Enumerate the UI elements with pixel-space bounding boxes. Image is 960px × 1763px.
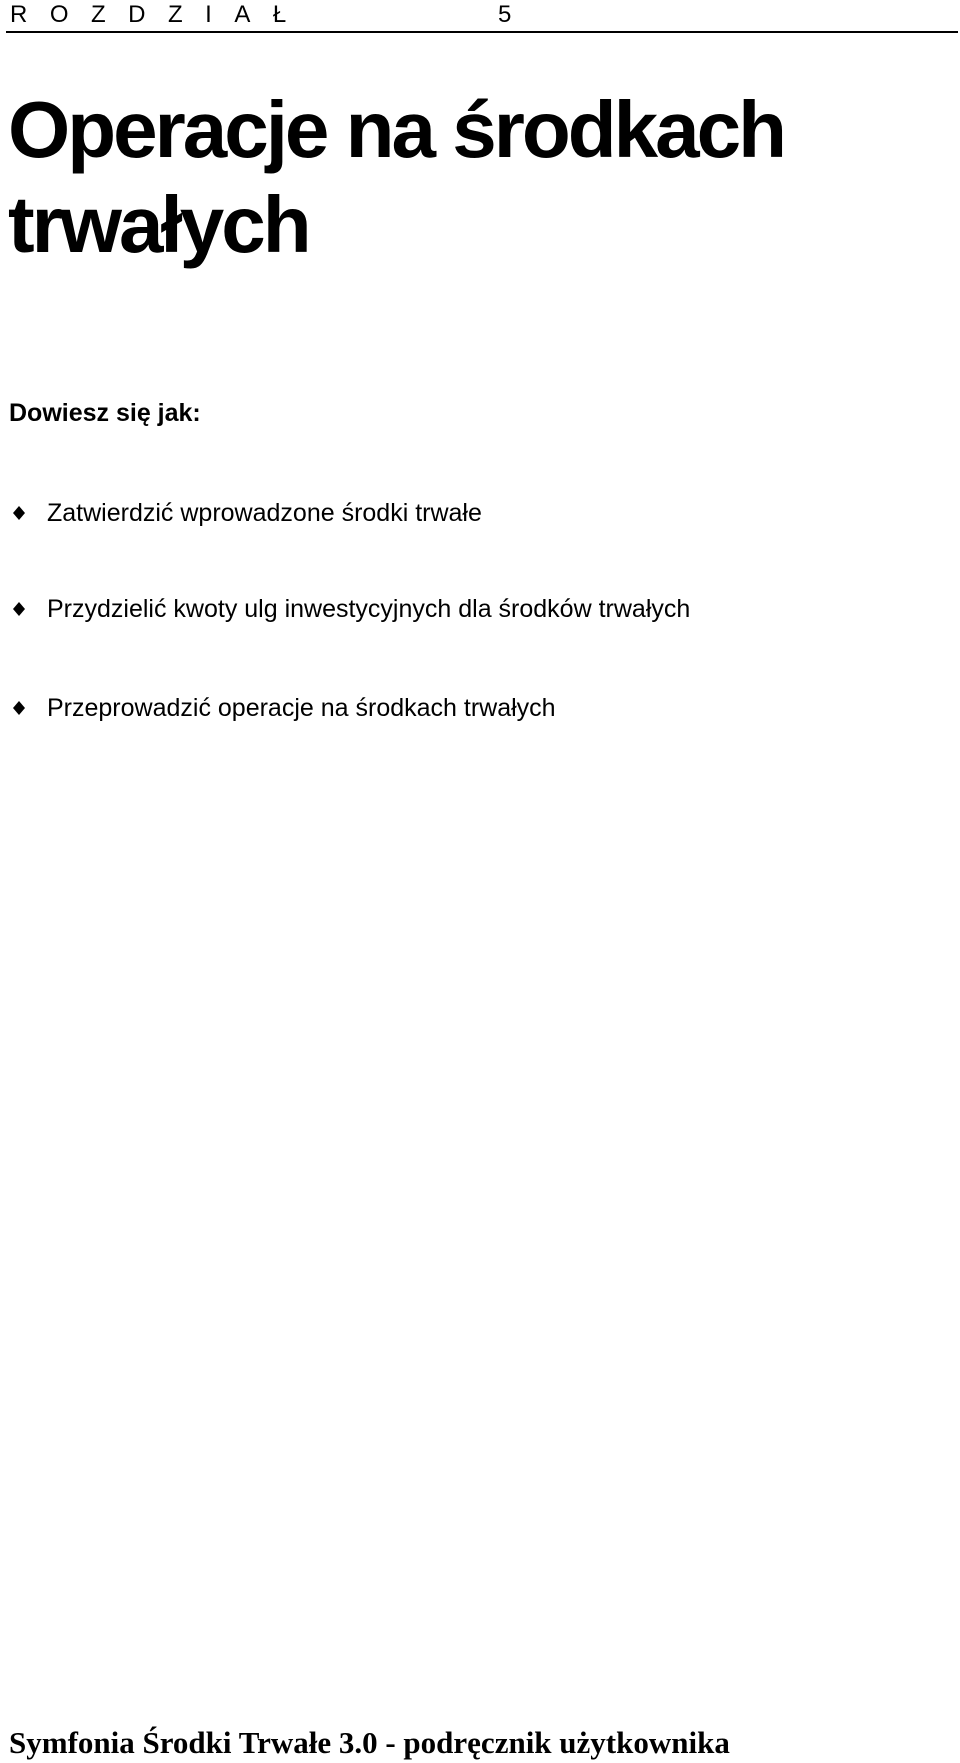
page-title-line-2: trwałych bbox=[8, 180, 309, 269]
list-item-text: Zatwierdzić wprowadzone środki trwałe bbox=[47, 499, 482, 527]
chapter-number: 5 bbox=[498, 1, 512, 28]
page-footer: Symfonia Środki Trwałe 3.0 - podręcznik użytkownika bbox=[9, 1725, 730, 1760]
chapter-header bbox=[6, 0, 958, 33]
page-title bbox=[8, 82, 908, 272]
list-item-text: Przydzielić kwoty ulg inwestycyjnych dla środków trwałych bbox=[47, 595, 691, 623]
diamond-bullet-icon bbox=[12, 506, 26, 520]
list-item-text: Przeprowadzić operacje na środkach trwałych bbox=[47, 694, 556, 722]
diamond-bullet-icon bbox=[12, 701, 26, 715]
page-title-line-1: Operacje na środkach bbox=[8, 85, 784, 174]
diamond-bullet-icon bbox=[12, 602, 26, 616]
intro-label: Dowiesz się jak: bbox=[9, 399, 201, 427]
chapter-label: ROZDZIAŁ bbox=[10, 1, 309, 28]
